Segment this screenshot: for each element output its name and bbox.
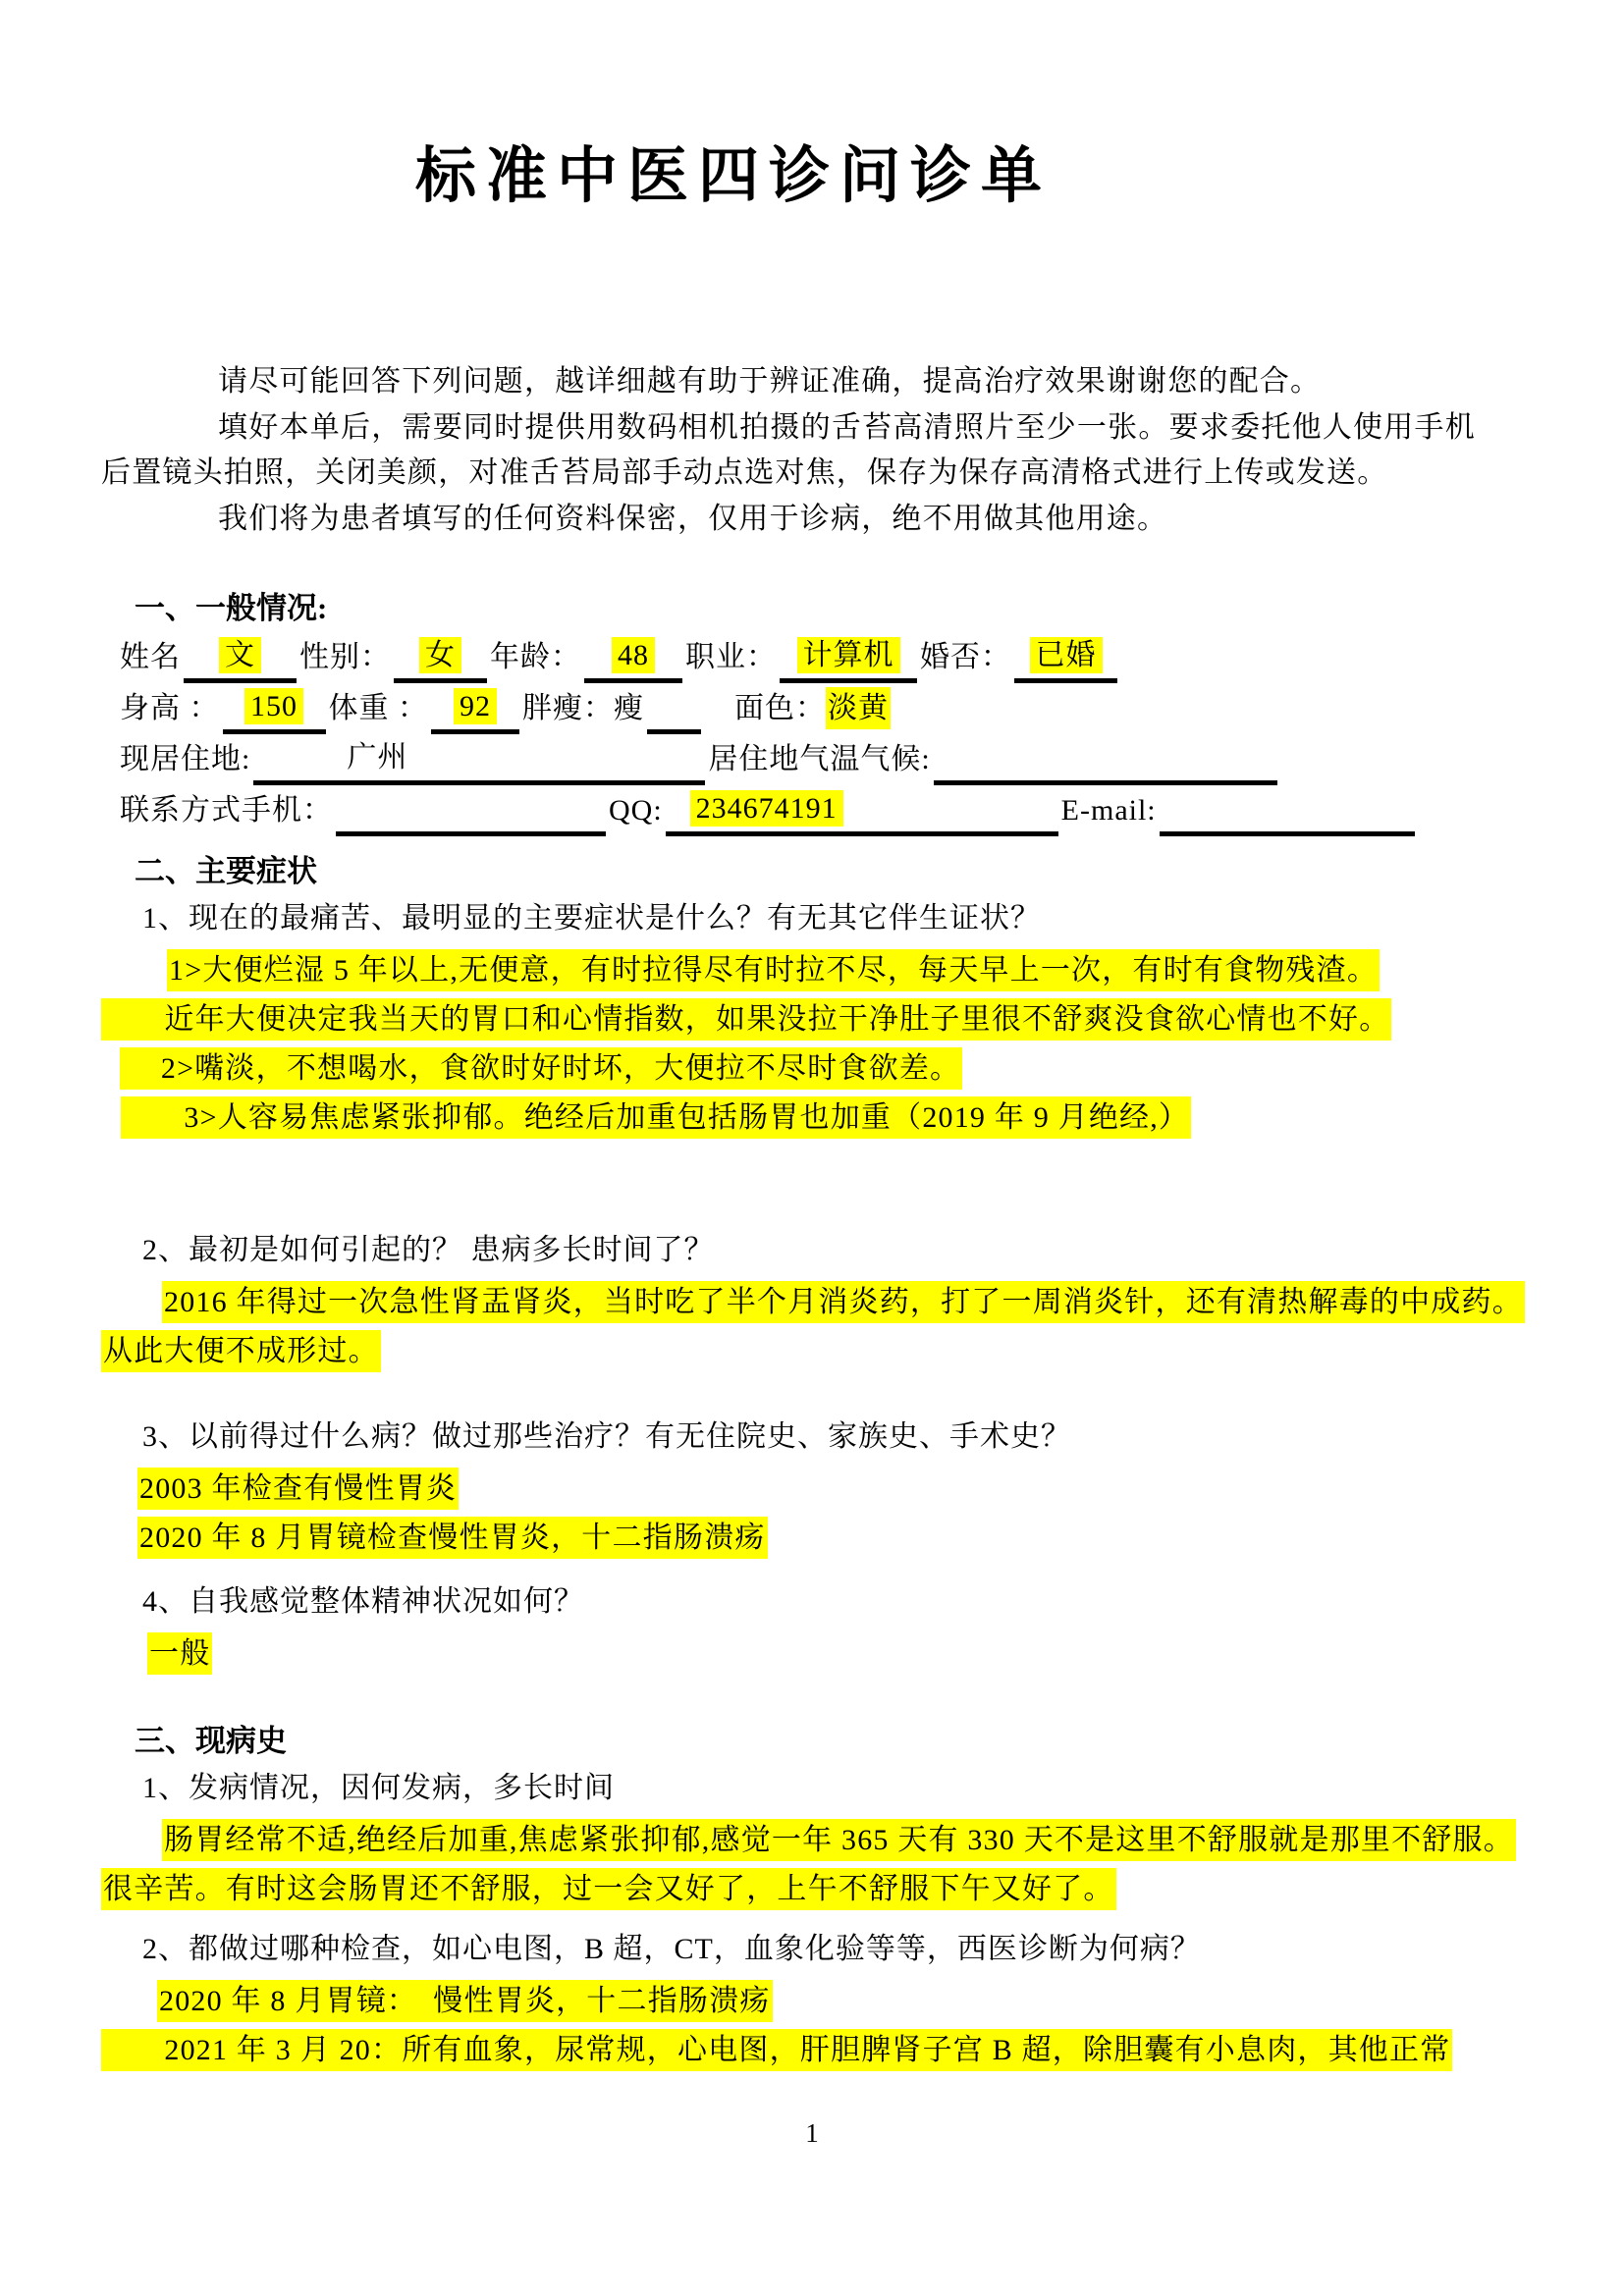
highlighted-answer: 2>嘴淡，不想喝水，食欲时好时坏，大便拉不尽时食欲差。	[120, 1047, 962, 1090]
section-heading-present-illness: 三、现病史	[135, 1724, 287, 1758]
height-field	[223, 686, 326, 734]
residence-label: 现居住地:	[120, 743, 251, 775]
answer-line	[157, 1977, 1476, 2026]
occupation-label: 职业：	[685, 641, 777, 673]
question-history-2: 2、都做过哪种检查，如心电图，B 超，CT，血象化验等等，西医诊断为何病？	[142, 1933, 1201, 1965]
complexion-value: 淡黄	[826, 687, 891, 729]
answer-line	[101, 2026, 1476, 2075]
name-value: 文	[219, 637, 261, 673]
highlighted-answer: 肠胃经常不适,绝经后加重,焦虑紧张抑郁,感觉一年 365 天有 330 天不是这里不舒服就是那里不舒服。	[162, 1819, 1516, 1861]
question-history-1: 1、发病情况，因何发病，多长时间	[142, 1772, 615, 1804]
name-field	[184, 635, 297, 683]
qq-field	[666, 788, 1058, 836]
answer-line	[137, 1514, 1476, 1563]
answer-line	[167, 946, 1476, 995]
build-field	[647, 686, 701, 734]
highlighted-answer: 从此大便不成形过。	[101, 1330, 381, 1372]
form-line-contact	[120, 785, 1476, 836]
highlighted-answer: 2003 年检查有慢性胃炎	[137, 1468, 459, 1510]
weight-label: 体重 ：	[328, 692, 428, 724]
highlighted-answer: 2020 年 8 月胃镜检查慢性胃炎，十二指肠溃疡	[137, 1517, 768, 1559]
answer-line	[162, 1278, 1523, 1327]
weight-field	[431, 686, 519, 734]
height-label: 身高 ：	[120, 692, 220, 724]
marital-field	[1014, 635, 1117, 683]
qq-value: 234674191	[690, 790, 843, 827]
phone-field	[336, 788, 606, 836]
intro-paragraph: 填好本单后，需要同时提供用数码相机拍摄的舌苔高清照片至少一张。要求委托他人使用手机后置镜头拍照，关闭美颜，对准舌苔局部手动点选对焦，保存为保存高清格式进行上传或发送。	[101, 410, 1476, 489]
question-symptoms-2: 2、最初是如何引起的？ 患病多长时间了？	[142, 1234, 715, 1266]
gender-label: 性别：	[299, 641, 391, 673]
answer-line	[137, 1465, 1476, 1514]
intro-paragraph: 我们将为患者填写的任何资料保密，仅用于诊病，绝不用做其他用途。	[218, 502, 1168, 535]
page-number: 1	[805, 2118, 819, 2148]
age-field	[584, 635, 682, 683]
intro-paragraph: 请尽可能回答下列问题，越详细越有助于辨证准确，提高治疗效果谢谢您的配合。	[218, 365, 1322, 398]
build-value: 瘦	[614, 692, 644, 724]
answer-line	[162, 1816, 1514, 1865]
answer-line	[147, 1629, 1476, 1679]
phone-label: 联系方式手机：	[120, 794, 333, 827]
document-content	[0, 137, 1624, 2075]
question-symptoms-1: 1、现在的最痛苦、最明显的主要症状是什么？有无其它伴生证状？	[142, 902, 1041, 934]
highlighted-answer: 很辛苦。有时这会肠胃还不舒服，过一会又好了，上午不舒服下午又好了。	[101, 1868, 1116, 1910]
answer-line	[101, 1327, 1476, 1376]
highlighted-answer: 2020 年 8 月胃镜： 慢性胃炎，十二指肠溃疡	[157, 1980, 773, 2022]
age-value: 48	[612, 637, 655, 673]
highlighted-answer: 2016 年得过一次急性肾盂肾炎，当时吃了半个月消炎药，打了一周消炎针，还有清热解毒的中成药。	[162, 1281, 1525, 1323]
qq-label: QQ:	[609, 794, 663, 827]
section-heading-general-info: 一、一般情况:	[135, 591, 328, 625]
climate-field	[934, 737, 1277, 785]
answers-symptoms-3	[101, 1465, 1476, 1563]
occupation-field	[780, 635, 917, 683]
question-symptoms-3: 3、以前得过什么病？做过那些治疗？有无住院史、家族史、手术史？	[142, 1420, 1071, 1453]
gender-field	[394, 635, 487, 683]
answer-line	[120, 1044, 1476, 1094]
occupation-value: 计算机	[797, 637, 900, 673]
climate-label: 居住地气温气候:	[708, 743, 931, 775]
answers-symptoms-4	[101, 1629, 1476, 1679]
build-label: 胖瘦：	[522, 692, 614, 724]
residence-value: 广州	[347, 741, 408, 774]
document-title: 标准中医四诊问诊单	[414, 143, 1052, 210]
residence-field	[253, 737, 705, 785]
answers-symptoms-1	[101, 946, 1476, 1143]
marital-value: 已婚	[1030, 637, 1103, 673]
highlighted-answer: 一般	[147, 1632, 212, 1675]
email-field	[1160, 788, 1415, 836]
weight-value: 92	[454, 688, 497, 724]
highlighted-answer: 近年大便决定我当天的胃口和心情指数，如果没拉干净肚子里很不舒爽没食欲心情也不好。	[101, 998, 1391, 1041]
form-line-body	[120, 683, 1476, 734]
marital-label: 婚否：	[920, 641, 1011, 673]
height-value: 150	[244, 688, 303, 724]
intro-section	[101, 359, 1476, 542]
gender-value: 女	[419, 637, 461, 673]
section-heading-main-symptoms: 二、主要症状	[135, 854, 317, 888]
form-line-identity	[120, 632, 1476, 683]
question-symptoms-4: 4、自我感觉整体精神状况如何？	[142, 1585, 584, 1618]
age-label: 年龄：	[490, 641, 581, 673]
answers-history-1	[101, 1816, 1514, 1914]
form-line-residence	[120, 734, 1476, 785]
highlighted-answer: 1>大便烂湿 5 年以上,无便意，有时拉得尽有时拉不尽，每天早上一次，有时有食物残渣。	[167, 949, 1380, 991]
answers-history-2	[101, 1977, 1476, 2075]
answers-symptoms-2	[101, 1278, 1523, 1376]
answer-line	[121, 1094, 1476, 1143]
highlighted-answer: 2021 年 3 月 20：所有血象，尿常规，心电图，肝胆脾肾子宫 B 超，除胆囊有小息肉，其他正常	[101, 2029, 1452, 2071]
answer-line	[101, 995, 1476, 1044]
highlighted-answer: 3>人容易焦虑紧张抑郁。绝经后加重包括肠胃也加重（2019 年 9 月绝经,）	[121, 1096, 1191, 1139]
email-label: E-mail:	[1060, 794, 1157, 827]
name-label: 姓名	[120, 641, 181, 673]
answer-line	[101, 1865, 1476, 1914]
complexion-label: 面色：	[734, 692, 826, 724]
